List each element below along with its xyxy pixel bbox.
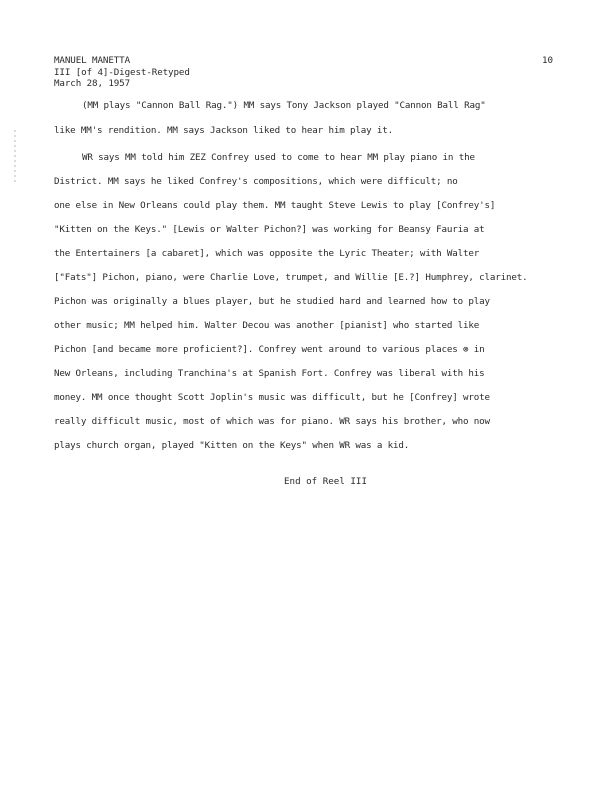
body-line: the Entertainers [a cabaret], which was opposite the Lyric Theater; with Walter bbox=[54, 248, 480, 259]
page-number: 10 bbox=[542, 55, 554, 66]
body-line: (MM plays "Cannon Ball Rag.") MM says Tony Jackson played "Cannon Ball Rag" bbox=[82, 100, 486, 111]
header-reel: III [of 4]-Digest-Retyped bbox=[54, 66, 190, 78]
body-line: Pichon was originally a blues player, but he studied hard and learned how to play bbox=[54, 296, 490, 307]
body-line: "Kitten on the Keys." [Lewis or Walter Pichon?] was working for Beansy Fauria at bbox=[54, 224, 485, 235]
body-line: other music; MM helped him. Walter Decou was another [pianist] who started like bbox=[54, 320, 480, 331]
body-line: plays church organ, played "Kitten on the Keys" when WR was a kid. bbox=[54, 440, 410, 451]
body-line: money. MM once thought Scott Joplin's music was difficult, but he [Confrey] wrote bbox=[54, 392, 490, 403]
header-name: MANUEL MANETTA bbox=[54, 55, 131, 66]
body-line: one else in New Orleans could play them. MM taught Steve Lewis to play [Confrey's] bbox=[54, 200, 496, 211]
body-line: New Orleans, including Tranchina's at Spanish Fort. Confrey was liberal with his bbox=[54, 368, 485, 379]
margin-mark bbox=[14, 130, 16, 185]
body-line: Pichon [and became more proficient?]. Confrey went around to various places ⊗ in bbox=[54, 344, 485, 355]
document-header bbox=[54, 55, 190, 90]
body-line: WR says MM told him ZEZ Confrey used to come to hear MM play piano in the bbox=[82, 152, 475, 163]
body-line: District. MM says he liked Confrey's compositions, which were difficult; no bbox=[54, 176, 458, 187]
end-of-reel-marker: End of Reel III bbox=[284, 476, 367, 487]
body-line: really difficult music, most of which was for piano. WR says his brother, who now bbox=[54, 416, 490, 427]
header-date: March 28, 1957 bbox=[54, 78, 131, 89]
body-line: ["Fats"] Pichon, piano, were Charlie Love, trumpet, and Willie [E.?] Humphrey, clarinet. bbox=[54, 272, 528, 283]
body-line: like MM's rendition. MM says Jackson liked to hear him play it. bbox=[54, 125, 394, 136]
